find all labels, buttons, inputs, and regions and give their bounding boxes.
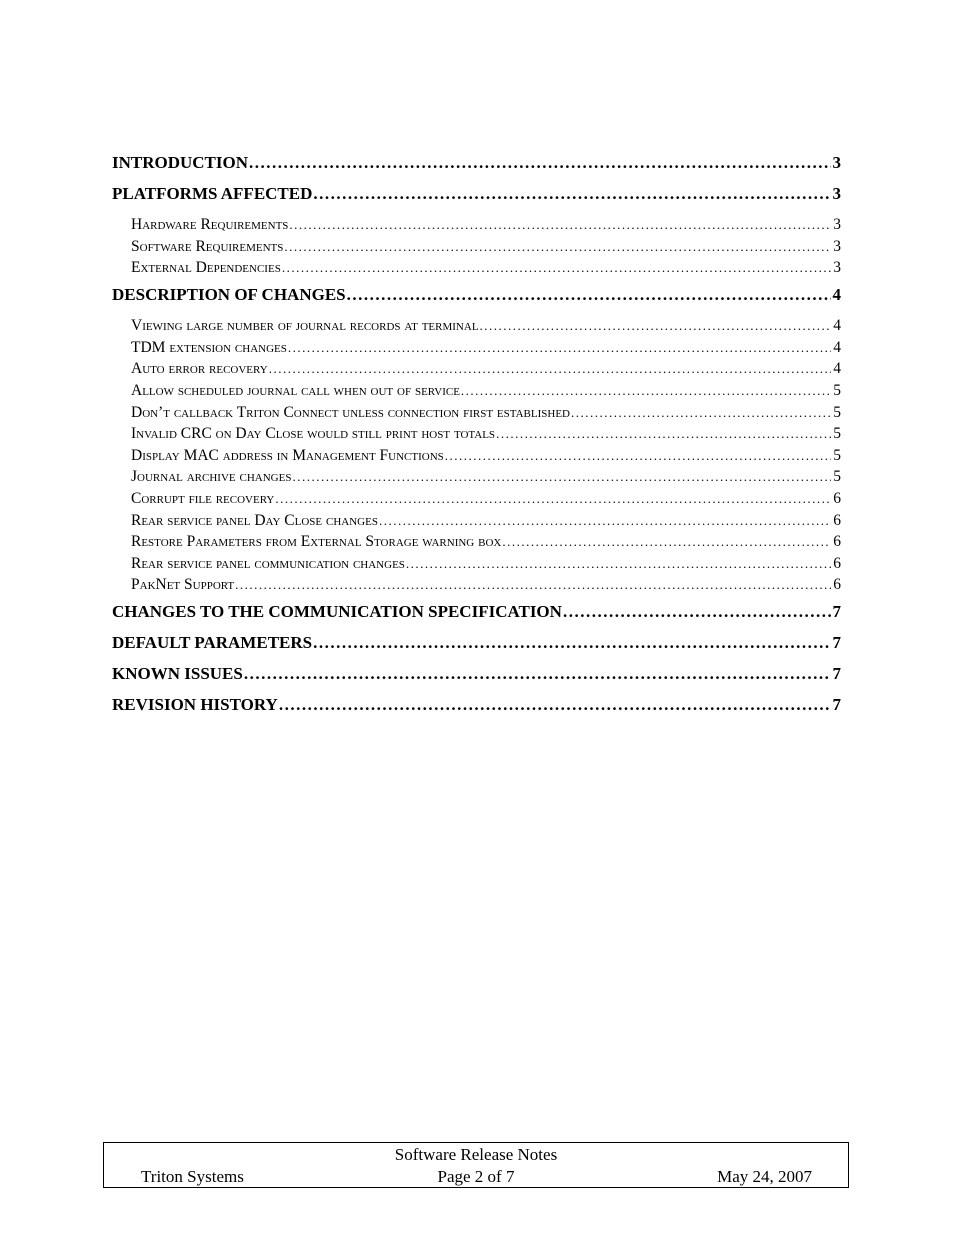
toc-subentry[interactable] xyxy=(112,338,841,360)
toc-entry-title: REVISION HISTORY xyxy=(112,695,278,715)
table-of-contents xyxy=(112,152,841,725)
toc-subentry[interactable] xyxy=(112,532,841,554)
toc-entry-page: 7 xyxy=(832,664,841,684)
toc-leader-dots xyxy=(275,489,831,509)
toc-leader-dots xyxy=(289,215,831,235)
toc-subentry-page: 4 xyxy=(833,338,841,356)
toc-leader-dots xyxy=(313,183,830,205)
toc-entry-page: 7 xyxy=(832,602,841,622)
toc-subentry-title: Restore Parameters from External Storage warning box xyxy=(131,533,502,551)
toc-subentry-title: External Dependencies xyxy=(131,259,281,277)
toc-entry[interactable] xyxy=(112,601,841,632)
toc-subentry-title: Invalid CRC on Day Close would still print host totals xyxy=(131,425,496,443)
toc-subentry[interactable] xyxy=(112,575,841,601)
toc-leader-dots xyxy=(496,424,831,444)
toc-leader-dots xyxy=(461,381,831,401)
toc-leader-dots xyxy=(282,258,831,278)
toc-entry-page: 4 xyxy=(832,285,841,305)
toc-subentry-title: Hardware Requirements xyxy=(131,216,289,233)
toc-subentry-title: Corrupt file recovery xyxy=(131,489,275,507)
toc-leader-dots xyxy=(406,554,831,574)
toc-subentry-title: TDM extension changes xyxy=(131,338,287,356)
toc-entry-title: DEFAULT PARAMETERS xyxy=(112,633,313,653)
toc-leader-dots xyxy=(269,359,832,379)
toc-subentry[interactable] xyxy=(112,258,841,284)
toc-entry-title: CHANGES TO THE COMMUNICATION SPECIFICATION xyxy=(112,602,562,622)
footer-document-title: Software Release Notes xyxy=(394,1145,558,1164)
toc-subentry-title: PakNet Support xyxy=(131,576,235,594)
toc-subentry-title: Rear service panel communication changes xyxy=(131,554,405,572)
toc-leader-dots xyxy=(249,152,830,174)
toc-entry[interactable] xyxy=(112,632,841,663)
toc-entry-title: PLATFORMS AFFECTED xyxy=(112,184,313,203)
toc-subentry-page: 5 xyxy=(833,403,841,421)
toc-leader-dots xyxy=(379,511,831,531)
toc-subentry-page: 3 xyxy=(833,259,841,277)
toc-leader-dots xyxy=(284,237,831,257)
toc-leader-dots xyxy=(571,403,831,423)
toc-subentry-title: Rear service panel Day Close changes xyxy=(131,511,378,529)
toc-entry[interactable] xyxy=(112,694,841,725)
toc-entry[interactable] xyxy=(112,663,841,694)
toc-subentry-title: Display MAC address in Management Functions xyxy=(131,446,444,464)
toc-subentry-page: 3 xyxy=(833,216,841,233)
toc-subentry-title: Journal archive changes xyxy=(131,468,292,486)
toc-subentry-page: 5 xyxy=(833,425,841,443)
toc-entry[interactable] xyxy=(112,284,841,316)
toc-leader-dots xyxy=(347,284,831,306)
footer-company-name: Triton Systems xyxy=(141,1167,244,1186)
toc-subentry-page: 5 xyxy=(833,381,841,399)
toc-subentry[interactable] xyxy=(112,467,841,489)
toc-subentry-title: Auto error recovery xyxy=(131,360,268,378)
toc-subentry-page: 6 xyxy=(833,576,841,594)
toc-subentry-page: 4 xyxy=(833,317,841,335)
toc-subentry[interactable] xyxy=(112,215,841,237)
toc-subentry-title: Software Requirements xyxy=(131,237,284,255)
toc-subentry[interactable] xyxy=(112,316,841,338)
toc-entry-title: INTRODUCTION xyxy=(112,153,249,172)
toc-entry[interactable] xyxy=(112,183,841,215)
toc-leader-dots xyxy=(313,632,830,654)
toc-leader-dots xyxy=(480,316,832,336)
toc-subentry-page: 5 xyxy=(833,468,841,486)
toc-subentry[interactable] xyxy=(112,403,841,425)
toc-subentry-page: 6 xyxy=(833,511,841,529)
toc-subentry[interactable] xyxy=(112,359,841,381)
toc-subentry[interactable] xyxy=(112,511,841,533)
toc-leader-dots xyxy=(288,338,831,358)
toc-leader-dots xyxy=(563,601,831,623)
toc-subentry-page: 6 xyxy=(833,554,841,572)
toc-entry-page: 3 xyxy=(832,184,841,203)
toc-leader-dots xyxy=(279,694,831,716)
toc-subentry[interactable] xyxy=(112,381,841,403)
toc-entry-title: DESCRIPTION OF CHANGES xyxy=(112,285,346,305)
toc-subentry-title: Viewing large number of journal records at terminal xyxy=(131,317,479,335)
toc-leader-dots xyxy=(292,467,831,487)
toc-subentry-title: Allow scheduled journal call when out of service xyxy=(131,381,460,399)
toc-subentry[interactable] xyxy=(112,446,841,468)
toc-leader-dots xyxy=(244,663,831,685)
toc-subentry[interactable] xyxy=(112,489,841,511)
page-footer xyxy=(103,1142,849,1188)
toc-entry-page: 7 xyxy=(832,695,841,715)
toc-subentry[interactable] xyxy=(112,554,841,576)
toc-entry[interactable] xyxy=(112,152,841,183)
toc-subentry-page: 3 xyxy=(833,237,841,255)
toc-leader-dots xyxy=(235,575,831,595)
toc-subentry[interactable] xyxy=(112,237,841,259)
toc-entry-page: 3 xyxy=(832,153,841,172)
toc-entry-page: 7 xyxy=(832,633,841,653)
toc-subentry[interactable] xyxy=(112,424,841,446)
toc-subentry-page: 5 xyxy=(833,446,841,464)
footer-date: May 24, 2007 xyxy=(717,1167,812,1186)
toc-subentry-page: 6 xyxy=(833,533,841,551)
footer-page-number: Page 2 of 7 xyxy=(437,1167,515,1186)
toc-subentry-page: 6 xyxy=(833,489,841,507)
toc-subentry-title: Don’t callback Triton Connect unless connection first established xyxy=(131,403,570,421)
toc-entry-title: KNOWN ISSUES xyxy=(112,664,243,684)
toc-subentry-page: 4 xyxy=(833,360,841,378)
toc-leader-dots xyxy=(445,446,831,466)
toc-leader-dots xyxy=(502,532,831,552)
